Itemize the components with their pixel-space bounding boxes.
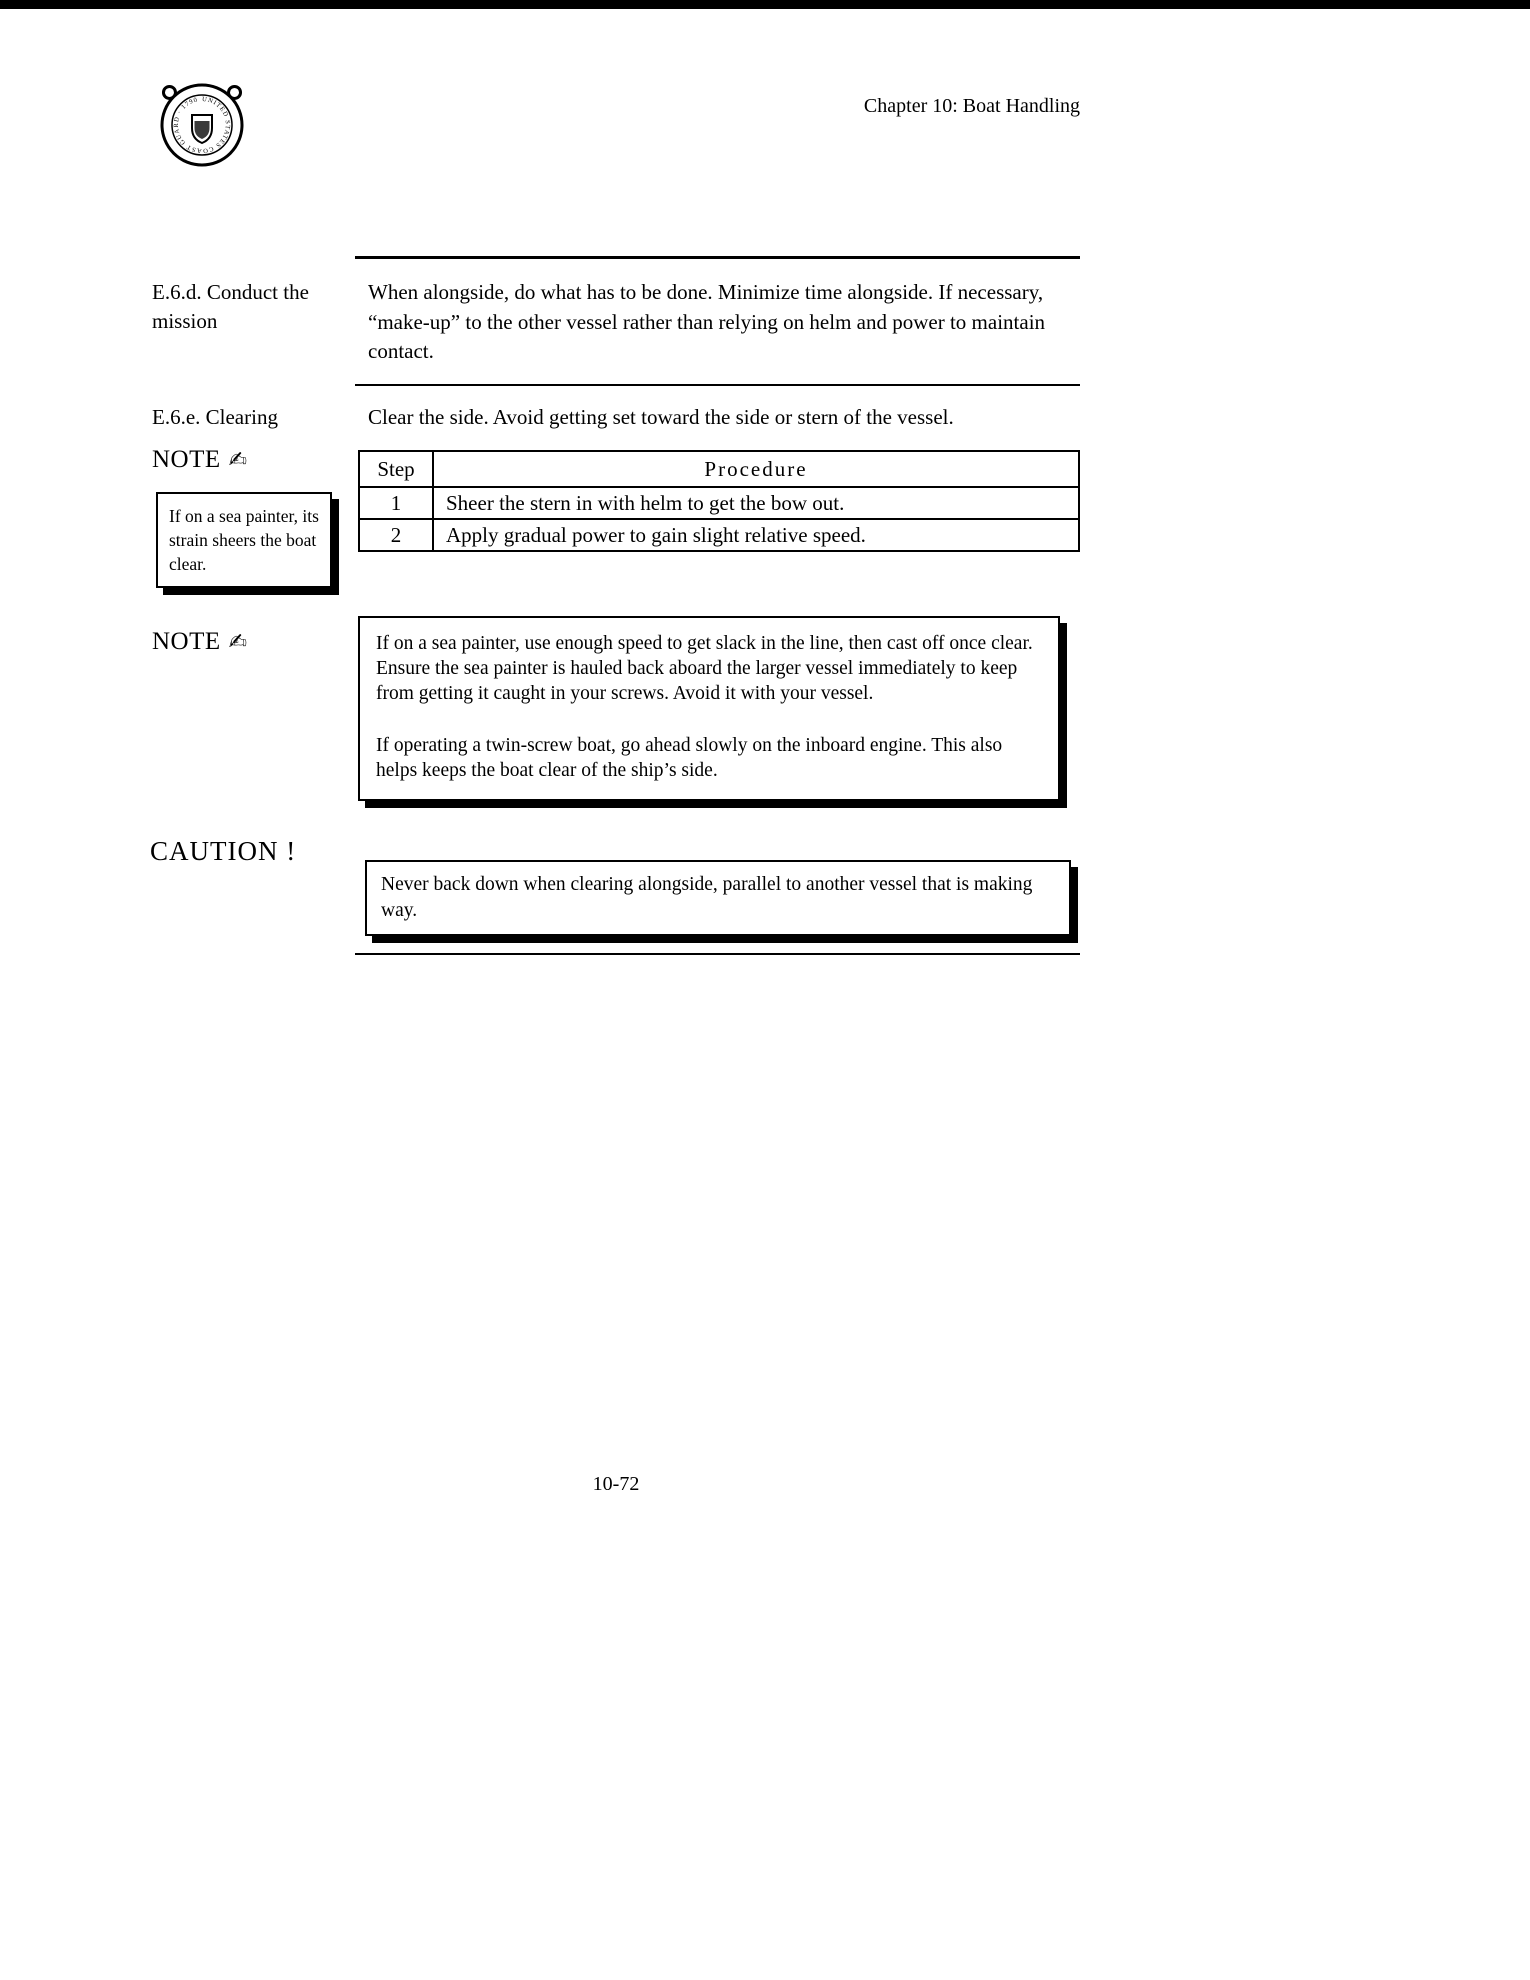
table-row xyxy=(359,519,1079,551)
caution-box: Never back down when clearing alongside, parallel to another vessel that is making way. xyxy=(365,860,1071,936)
table-row xyxy=(359,487,1079,519)
section-body-e6e: Clear the side. Avoid getting set toward the side or stern of the vessel. xyxy=(368,405,954,429)
column-header-procedure: Procedure xyxy=(433,451,1079,487)
divider xyxy=(355,384,1080,386)
note-label-text: NOTE xyxy=(152,446,221,473)
table-header-row xyxy=(359,451,1079,487)
column-header-step: Step xyxy=(359,451,433,487)
writing-hand-icon: ✍ xyxy=(228,448,248,473)
procedure-table xyxy=(358,450,1080,552)
note-heading xyxy=(152,446,248,474)
note-box-sea-painter: If on a sea painter, its strain sheers the boat clear. xyxy=(156,492,332,588)
note-paragraph: If operating a twin-screw boat, go ahead slowly on the inboard engine. This also helps keeps the boat clear of the ship’s side. xyxy=(376,735,1003,781)
uscg-seal-logo xyxy=(136,64,268,191)
step-procedure: Sheer the stern in with helm to get the bow out. xyxy=(433,487,1079,519)
note-paragraph: If on a sea painter, use enough speed to get slack in the line, then cast off once clear. Ensure the sea painter is hauled back aboard the larger vessel immediately to keep from getting it caught in your screws. Avoid it with your vessel. xyxy=(376,633,1033,704)
step-number: 2 xyxy=(359,519,433,551)
divider xyxy=(355,953,1080,955)
section-label-e6e: E.6.e. Clearing xyxy=(152,405,278,429)
section-label-e6d: E.6.d. Conduct the mission xyxy=(152,280,309,333)
note-label-text: NOTE xyxy=(152,628,221,655)
uscg-seal-graphic xyxy=(136,64,268,186)
page-number: 10-72 xyxy=(592,1473,640,1495)
caution-heading: CAUTION ! xyxy=(150,836,297,866)
step-procedure: Apply gradual power to gain slight relative speed. xyxy=(433,519,1079,551)
writing-hand-icon: ✍ xyxy=(228,630,248,655)
note-heading xyxy=(152,628,248,656)
note-box-clearing xyxy=(358,616,1060,801)
step-number: 1 xyxy=(359,487,433,519)
chapter-header: Chapter 10: Boat Handling xyxy=(863,95,1080,117)
section-body-e6d: When alongside, do what has to be done. Minimize time alongside. If necessary, “make-up” to the other vessel rather than relying on helm and power to maintain contact. xyxy=(368,280,1046,363)
seal-text: UNITED STATES COAST GUARD · 1790 xyxy=(172,95,232,155)
divider xyxy=(355,256,1080,259)
